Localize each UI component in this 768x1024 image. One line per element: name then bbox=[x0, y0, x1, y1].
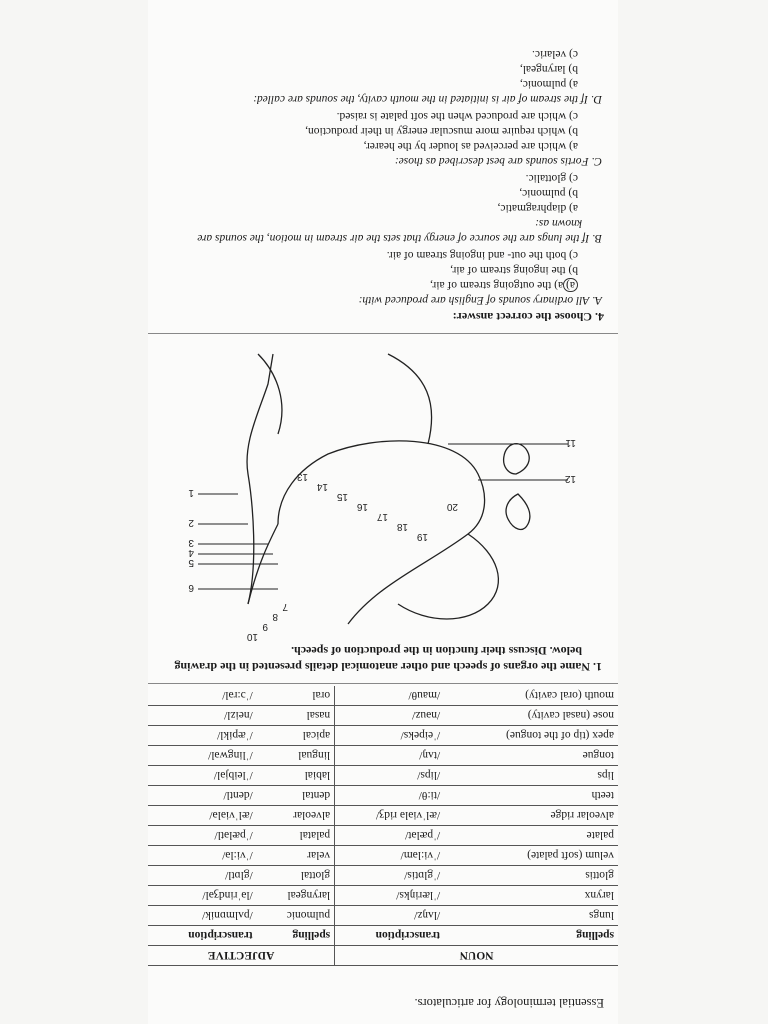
table-cell: mouth (oral cavity) bbox=[444, 686, 618, 706]
diagram-label-16: 16 bbox=[356, 501, 368, 512]
diagram-label-13: 13 bbox=[296, 471, 308, 482]
question-B-option-a[interactable]: a) diaphragmatic, bbox=[497, 202, 578, 214]
table-cell: velar bbox=[257, 846, 335, 866]
nasal-cavity-outline bbox=[388, 354, 432, 444]
table-row bbox=[148, 806, 618, 826]
table-cell: apical bbox=[257, 726, 335, 746]
table-cell: /ælˈviələ/ bbox=[148, 806, 257, 826]
table-cell: lingual bbox=[257, 746, 335, 766]
pharynx-back-wall bbox=[247, 354, 273, 604]
table-cell: /ˈvi:ləm/ bbox=[335, 846, 445, 866]
table-cell: /ˈæpikl/ bbox=[148, 726, 257, 746]
noun-group-header: NOUN bbox=[335, 946, 618, 966]
section-divider bbox=[148, 333, 618, 334]
table-cell: larynx bbox=[444, 886, 618, 906]
diagram-label-15: 15 bbox=[336, 491, 348, 502]
table-cell: /tʌŋ/ bbox=[335, 746, 445, 766]
table-cell: /ˈvi:lə/ bbox=[148, 846, 257, 866]
diagram-label-10: 10 bbox=[246, 631, 258, 642]
worksheet-sheet bbox=[148, 0, 618, 1024]
diagram-label-12: 12 bbox=[564, 473, 576, 484]
diagram-label-14: 14 bbox=[316, 481, 328, 492]
table-cell: /nəuz/ bbox=[335, 706, 445, 726]
table-row bbox=[148, 886, 618, 906]
question-C-option-a[interactable]: a) which are perceived as louder by the hearer, bbox=[363, 140, 578, 152]
table-cell: /glɒtl/ bbox=[148, 866, 257, 886]
table-cell: lips bbox=[444, 766, 618, 786]
table-cell: dental bbox=[257, 786, 335, 806]
table-cell: /ˈglɒtis/ bbox=[335, 866, 445, 886]
table-cell: /ˈlingwəl/ bbox=[148, 746, 257, 766]
diagram-label-3: 3 bbox=[188, 537, 194, 548]
terminology-table bbox=[148, 686, 618, 966]
table-cell: labial bbox=[257, 766, 335, 786]
upper-lip bbox=[506, 494, 530, 529]
table-cell: glottal bbox=[257, 866, 335, 886]
table-cell: /ˈeipeks/ bbox=[335, 726, 445, 746]
table-cell: lungs bbox=[444, 906, 618, 926]
table-cell: pulmonic bbox=[257, 906, 335, 926]
diagram-label-4: 4 bbox=[188, 547, 194, 558]
table-cell: /neizl/ bbox=[148, 706, 257, 726]
palate-outline bbox=[398, 534, 498, 619]
diagram-label-9: 9 bbox=[262, 621, 268, 632]
speech-organs-diagram bbox=[178, 344, 578, 644]
table-body bbox=[148, 686, 618, 926]
table-cell: palatal bbox=[257, 826, 335, 846]
question-D-option-b[interactable]: b) laryngeal, bbox=[519, 63, 578, 75]
table-cell: glottis bbox=[444, 866, 618, 886]
diagram-label-19: 19 bbox=[416, 531, 428, 542]
question-D: D. If the stream of air is initiated in the mouth cavity, the sounds are called: bbox=[253, 93, 602, 105]
table-row bbox=[148, 726, 618, 746]
section1-title-line2: below. Discuss their function in the production of speech. bbox=[291, 644, 582, 658]
table-row bbox=[148, 706, 618, 726]
table-row bbox=[148, 766, 618, 786]
question-B-line2: known as: bbox=[535, 217, 582, 229]
question-C: C. Fortis sounds are best described as those: bbox=[394, 155, 602, 167]
option-text: a) the outgoing stream of air, bbox=[430, 279, 564, 291]
table-cell: alveolar bbox=[257, 806, 335, 826]
page-heading: Essential terminology for articulators. bbox=[414, 996, 604, 1010]
diagram-label-5: 5 bbox=[188, 557, 194, 568]
col-header: spelling bbox=[257, 926, 335, 946]
diagram-label-8: 8 bbox=[272, 611, 278, 622]
table-cell: tongue bbox=[444, 746, 618, 766]
diagram-label-18: 18 bbox=[396, 521, 408, 532]
diagram-label-17: 17 bbox=[376, 511, 388, 522]
diagram-label-2: 2 bbox=[188, 517, 194, 528]
diagram-label-20: 20 bbox=[446, 501, 458, 512]
table-cell: nasal bbox=[257, 706, 335, 726]
table-cell: palate bbox=[444, 826, 618, 846]
question-B-option-c[interactable]: c) glottalic. bbox=[525, 172, 578, 184]
table-cell: velum (soft palate) bbox=[444, 846, 618, 866]
table-row bbox=[148, 786, 618, 806]
table-cell: /pʌlmɒnik/ bbox=[148, 906, 257, 926]
table-cell: /ˈɔ:rəl/ bbox=[148, 686, 257, 706]
question-A-option-a[interactable] bbox=[430, 279, 578, 291]
table-row bbox=[148, 846, 618, 866]
table-cell: /mauθ/ bbox=[335, 686, 445, 706]
col-header: transcription bbox=[335, 926, 445, 946]
table-cell: laryngeal bbox=[257, 886, 335, 906]
diagram-label-6: 6 bbox=[188, 582, 194, 593]
table-cell: oral bbox=[257, 686, 335, 706]
table-cell: /ˈpælətl/ bbox=[148, 826, 257, 846]
table-cell: /lʌŋz/ bbox=[335, 906, 445, 926]
section4-title: 4. Choose the correct answer: bbox=[452, 310, 604, 324]
table-cell: /ti:θ/ bbox=[335, 786, 445, 806]
table-cell: /ləˈrindʒəl/ bbox=[148, 886, 257, 906]
diagram-label-11: 11 bbox=[565, 437, 576, 448]
section-divider bbox=[148, 683, 618, 684]
lower-lip bbox=[504, 444, 530, 474]
adjective-group-header: ADJECTIVE bbox=[148, 946, 335, 966]
table-cell: /ælˈviələ ridʒ/ bbox=[335, 806, 445, 826]
table-cell: /ˈpælət/ bbox=[335, 826, 445, 846]
question-A-option-b[interactable]: b) the ingoing stream of air, bbox=[450, 264, 578, 276]
table-row bbox=[148, 866, 618, 886]
question-C-option-b[interactable]: b) which require more muscular energy in their production, bbox=[305, 125, 578, 137]
question-D-option-a[interactable]: a) pulmonic, bbox=[519, 78, 578, 90]
question-B: B. If the lungs are the source of energy that sets the air stream in motion, the sounds are bbox=[197, 232, 602, 244]
table-cell: alveolar ridge bbox=[444, 806, 618, 826]
col-header: transcription bbox=[148, 926, 257, 946]
table-cell: apex (tip of the tongue) bbox=[444, 726, 618, 746]
table-row bbox=[148, 906, 618, 926]
table-row bbox=[148, 686, 618, 706]
tongue-outline bbox=[278, 441, 485, 624]
col-header: spelling bbox=[444, 926, 618, 946]
question-A-option-c[interactable]: c) both the out- and ingoing stream of air. bbox=[386, 249, 578, 261]
question-C-option-c[interactable]: c) which are produced when the soft palate is raised. bbox=[336, 110, 578, 122]
table-cell: /dentl/ bbox=[148, 786, 257, 806]
table-cell: nose (nasal cavity) bbox=[444, 706, 618, 726]
table-cell: teeth bbox=[444, 786, 618, 806]
answer-circle-mark: a) bbox=[563, 278, 578, 292]
table-cell: /lips/ bbox=[335, 766, 445, 786]
table-header-row bbox=[148, 926, 618, 946]
question-A: A. All ordinary sounds of English are produced with: bbox=[358, 294, 602, 306]
table-group-row bbox=[148, 946, 618, 966]
table-cell: /ˈlæriŋks/ bbox=[335, 886, 445, 906]
larynx-outline bbox=[258, 354, 282, 434]
question-D-option-c[interactable]: c) velaric. bbox=[532, 48, 578, 60]
section1-title: 1. Name the organs of speech and other anatomical details presented in the drawing bbox=[174, 660, 602, 674]
question-B-option-b[interactable]: b) pulmonic, bbox=[519, 187, 578, 199]
table-row bbox=[148, 746, 618, 766]
diagram-label-1: 1 bbox=[188, 487, 194, 498]
table-row bbox=[148, 826, 618, 846]
table-cell: /ˈleibjəl/ bbox=[148, 766, 257, 786]
diagram-label-7: 7 bbox=[282, 601, 288, 612]
